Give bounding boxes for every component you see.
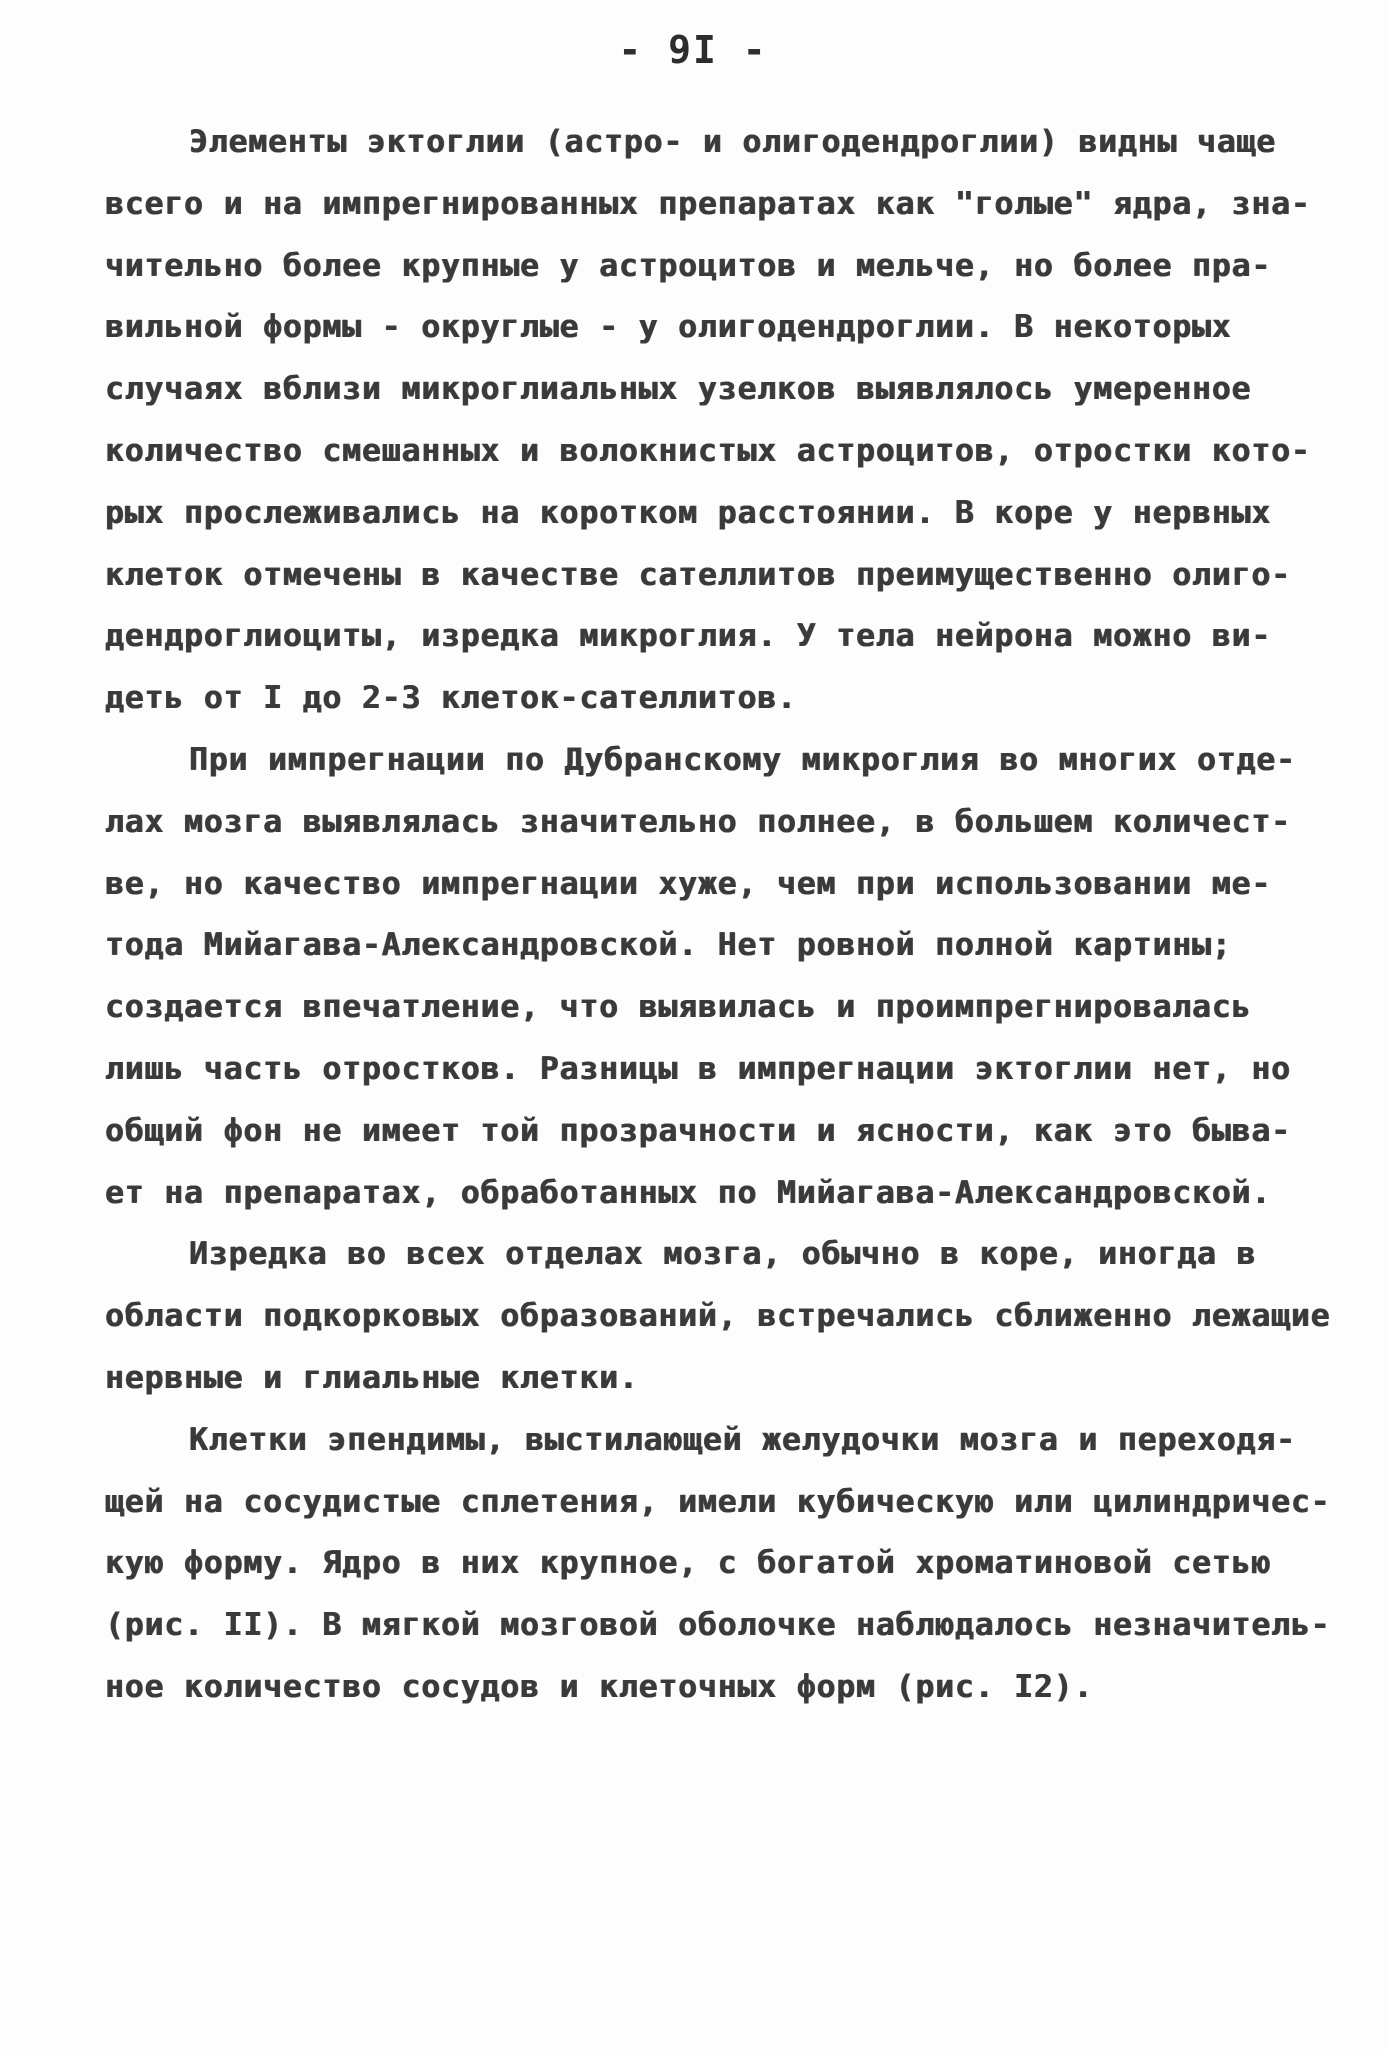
text-line: лах мозга выявлялась значительно полнее, в большем количест- (105, 803, 1291, 840)
text-line: ве, но качество импрегнации хуже, чем при использовании ме- (105, 865, 1272, 902)
text-line: деть от I до 2-3 клеток-сателлитов. (105, 680, 797, 717)
text-line: лишь часть отростков. Разницы в импрегнации эктоглии нет, но (105, 1050, 1291, 1087)
text-line: щей на сосудистые сплетения, имели кубическую или цилиндричес- (105, 1483, 1331, 1520)
paragraph-1 (105, 112, 1311, 730)
text-line: Элементы эктоглии (астро- и олигодендроглии) видны чаще (189, 124, 1277, 160)
text-line: рых прослеживались на коротком расстоянии. В коре у нервных (105, 494, 1272, 531)
paragraph-2 (105, 730, 1305, 1224)
text-line: тода Мийагава-Александровской. Нет ровной полной картины; (105, 927, 1232, 964)
body-text (105, 112, 1331, 1719)
page-number: - 9I - (618, 28, 768, 72)
text-line: области подкорковых образований, встречались сближенно лежащие (105, 1298, 1331, 1335)
text-line: Клетки эпендимы, выстилающей желудочки мозга и переходя- (189, 1421, 1296, 1458)
text-line: чительно более крупные у астроцитов и мельче, но более пра- (105, 247, 1272, 284)
text-line: случаях вблизи микроглиальных узелков выявлялось умеренное (105, 371, 1252, 408)
text-line: дендроглиоциты, изредка микроглия. У тела нейрона можно ви- (105, 618, 1272, 655)
text-line: вильной формы - округлые - у олигодендроглии. В некоторых (105, 309, 1232, 346)
text-line: (рис. II). В мягкой мозговой оболочке наблюдалось незначитель- (105, 1607, 1331, 1644)
text-line: нервные и глиальные клетки. (105, 1359, 639, 1396)
text-line: создается впечатление, что выявилась и проимпрегнировалась (105, 989, 1252, 1026)
text-line: клеток отмечены в качестве сателлитов преимущественно олиго- (105, 556, 1291, 593)
text-line: Изредка во всех отделах мозга, обычно в коре, иногда в (189, 1236, 1257, 1273)
text-line: ет на препаратах, обработанных по Мийагава-Александровской. (105, 1174, 1272, 1211)
text-line: количество смешанных и волокнистых астроцитов, отростки кото- (105, 432, 1311, 469)
paragraph-3 (105, 1224, 1331, 1409)
text-line: общий фон не имеет той прозрачности и ясности, как это быва- (105, 1112, 1291, 1149)
text-line: ное количество сосудов и клеточных форм (рис. I2). (105, 1668, 1094, 1705)
text-line: кую форму. Ядро в них крупное, с богатой хроматиновой сетью (105, 1545, 1272, 1582)
text-line: При импрегнации по Дубранскому микроглия во многих отде- (189, 741, 1296, 778)
text-line: всего и на импрегнированных препаратах как "голые" ядра, зна- (105, 185, 1311, 222)
paragraph-4 (105, 1410, 1331, 1719)
